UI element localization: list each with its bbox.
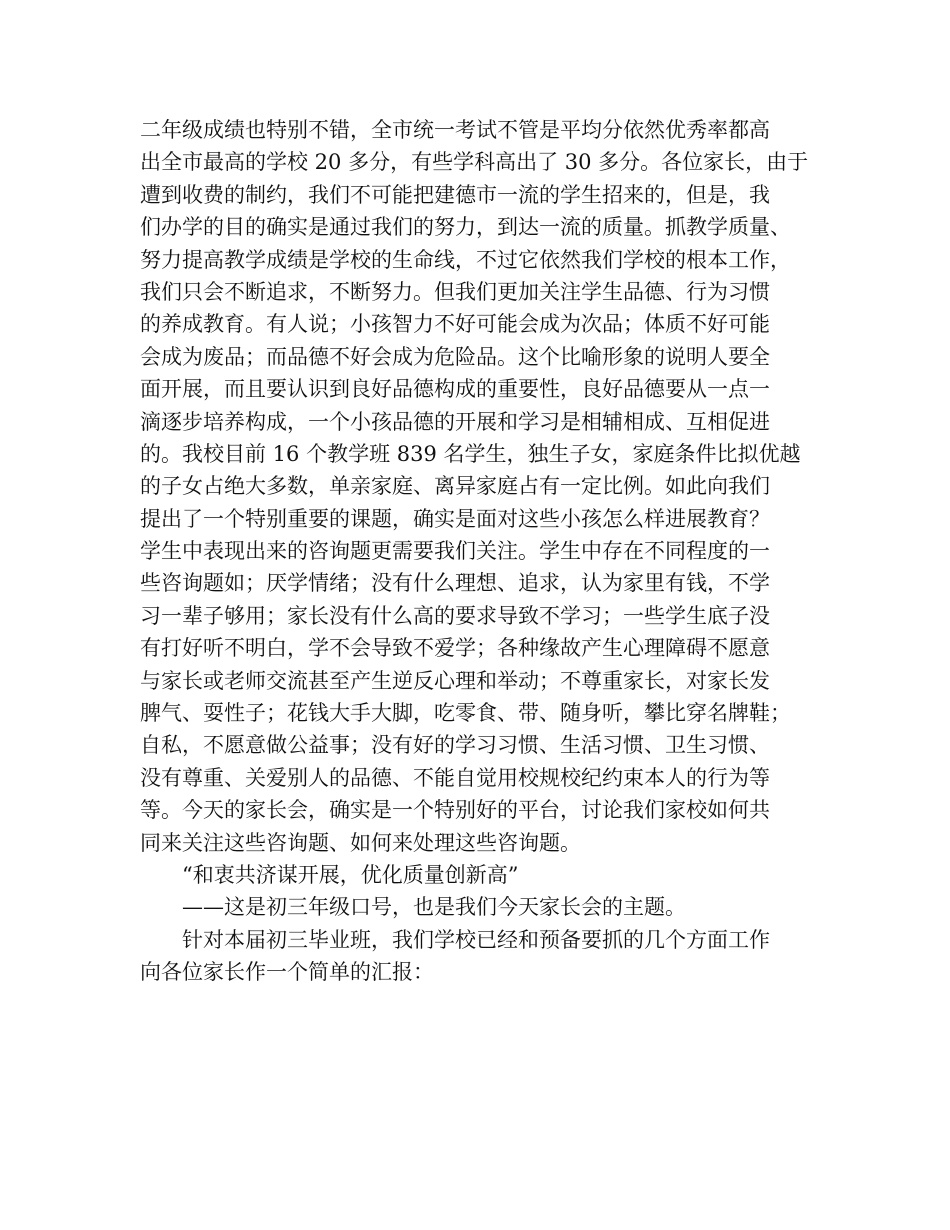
slogan-note: ——这是初三年级口号，也是我们今天家长会的主题。: [182, 895, 686, 920]
text-line: 习一辈子够用；家长没有什么高的要求导致不学习；一些学生底子没: [140, 603, 770, 628]
text-line: 二年级成绩也特别不错，全市统一考试不管是平均分依然优秀率都高: [140, 118, 770, 142]
slogan: “和衷共济谋开展，优化质量创新高”: [182, 862, 519, 887]
text-line: 滴逐步培养构成，一个小孩品德的开展和学习是相辅相成、互相促进: [140, 409, 770, 434]
text-line: 们办学的目的确实是通过我们的努力，到达一流的质量。抓教学质量、: [140, 215, 791, 240]
text-line: 面开展，而且要认识到良好品德构成的重要性，良好品德要从一点一: [140, 377, 770, 402]
text-line: 的子女占绝大多数，单亲家庭、离异家庭占有一定比例。如此向我们: [140, 474, 770, 499]
text-line: 有打好听不明白，学不会导致不爱学；各种缘故产生心理障碍不愿意: [140, 636, 770, 661]
text-line: 出全市最高的学校 20 多分，有些学科高出了 30 多分。各位家长，由于: [140, 150, 809, 175]
body-text: [140, 114, 820, 989]
closing-line: 向各位家长作一个简单的汇报：: [140, 960, 434, 985]
text-line: 与家长或老师交流甚至产生逆反心理和举动；不尊重家长，对家长发: [140, 668, 770, 693]
text-line: 努力提高教学成绩是学校的生命线，不过它依然我们学校的根本工作，: [140, 247, 791, 272]
text-line: 的。我校目前 16 个教学班 839 名学生，独生子女，家庭条件比拟优越: [140, 441, 801, 466]
text-line: 我们只会不断追求，不断努力。但我们更加关注学生品德、行为习惯: [140, 279, 770, 304]
closing-line: 针对本届初三毕业班，我们学校已经和预备要抓的几个方面工作: [182, 927, 770, 952]
text-line: 会成为废品；而品德不好会成为危险品。这个比喻形象的说明人要全: [140, 344, 770, 369]
text-line: 同来关注这些咨询题、如何来处理这些咨询题。: [140, 830, 581, 855]
text-line: 脾气、耍性子；花钱大手大脚，吃零食、带、随身听，攀比穿名牌鞋；: [140, 701, 791, 726]
text-line: 学生中表现出来的咨询题更需要我们关注。学生中存在不同程度的一: [140, 539, 770, 564]
text-line: 遭到收费的制约，我们不可能把建德市一流的学生招来的，但是，我: [140, 182, 770, 207]
text-line: 自私，不愿意做公益事；没有好的学习习惯、生活习惯、卫生习惯、: [140, 733, 770, 758]
text-line: 些咨询题如；厌学情绪；没有什么理想、追求，认为家里有钱，不学: [140, 571, 770, 596]
text-line: 没有尊重、关爱别人的品德、不能自觉用校规校纪约束本人的行为等: [140, 765, 770, 790]
text-line: 的养成教育。有人说；小孩智力不好可能会成为次品；体质不好可能: [140, 312, 770, 337]
text-line: 等。今天的家长会，确实是一个特别好的平台，讨论我们家校如何共: [140, 798, 770, 823]
text-line: 提出了一个特别重要的课题，确实是面对这些小孩怎么样进展教育？: [140, 506, 770, 531]
